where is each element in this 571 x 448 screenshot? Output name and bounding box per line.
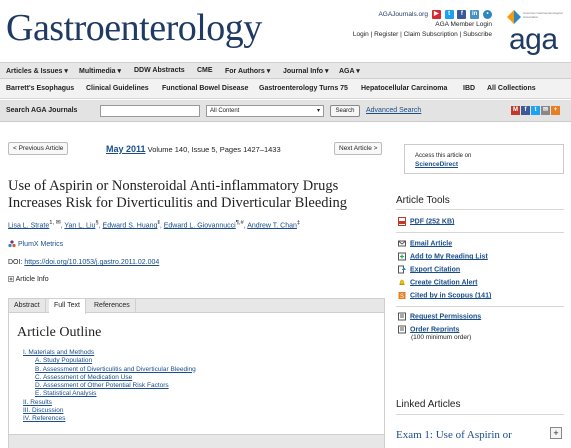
facebook-icon[interactable]: f [457,10,466,19]
member-login-link[interactable]: AGA Member Login [435,21,492,29]
email-icon [398,239,406,248]
plumx-label: PlumX Metrics [17,240,64,248]
divider [396,232,564,233]
primary-nav [0,62,571,79]
reprints-tool[interactable] [398,325,459,334]
author-link[interactable]: Yan L. Liu [64,222,96,230]
author-link[interactable]: Lisa L. Strate [8,222,50,230]
content-tabs-panel [8,298,385,448]
author-mark: ¶,# [235,220,244,226]
twitter-icon[interactable]: t [531,106,540,115]
share-tools [510,106,560,115]
add-list-icon [398,252,406,261]
permissions-tool[interactable] [398,312,481,321]
export-tool[interactable] [398,265,460,274]
linked-article-link[interactable]: Exam 1: Use of Aspirin or [396,429,512,441]
pdf-tool[interactable] [398,217,454,226]
export-icon [398,265,406,274]
nav-multimedia[interactable]: Multimedia ▾ [79,68,122,75]
add-icon[interactable]: + [551,106,560,115]
pdf-icon [398,217,406,226]
citation-alert-tool[interactable] [398,278,477,287]
aga-journals-link[interactable]: AGAJournals.org [378,11,428,19]
twitter-icon[interactable]: t [445,10,454,19]
content-bottom-bar [9,434,384,448]
search-button[interactable]: Search [330,105,360,117]
collection-functional-bowel[interactable]: Functional Bowel Disease [162,85,249,92]
author-link[interactable]: Edward S. Huang [102,222,158,230]
article-info-toggle[interactable] [8,276,49,283]
author-mark: 1, ✉ [49,220,61,226]
divider [396,414,564,415]
citation-alert-link[interactable]: Create Citation Alert [410,279,478,287]
chevron-down-icon: ▾ [316,108,320,114]
outline-link[interactable]: A. Study Population [35,357,93,365]
divider [396,306,564,307]
scopus-link[interactable]: Cited by in Scopus (141) [410,292,492,300]
tab-abstract[interactable]: Abstract [9,299,46,313]
reading-list-link[interactable]: Add to My Reading List [410,253,488,261]
scopus-tool[interactable] [398,291,491,300]
plumx-metrics[interactable] [8,240,63,248]
tab-bar [9,299,384,313]
tab-references[interactable]: References [89,299,136,313]
author-link[interactable]: Andrew T. Chan [247,222,297,230]
previous-article-button[interactable]: < Previous Article [8,142,68,155]
outline-link[interactable]: C. Assessment of Medication Use [35,373,133,381]
pdf-link[interactable]: PDF (252 KB) [410,218,455,226]
reprints-icon [398,325,406,334]
article-tools-heading: Article Tools [396,195,450,206]
author-list: Lisa L. Strate$^{1, ✉}$, Yan L. Liu§, Edward S. Huang‖, Edward L. Giovannucci¶,#, Andrew T. Chan‡ [8,220,301,230]
reading-list-tool[interactable] [398,252,488,261]
linked-articles-heading: Linked Articles [396,399,461,410]
nav-articles-issues[interactable]: Articles & Issues ▾ [6,68,68,75]
svg-text:S: S [400,294,405,300]
permissions-icon [398,312,406,321]
plumx-icon [8,240,16,248]
email-tool[interactable] [398,239,452,248]
next-article-button[interactable]: Next Article > [334,142,382,155]
issue-details: Volume 140, Issue 5, Pages 1427–1433 [145,145,281,154]
outline-link[interactable]: I. Materials and Methods [23,349,95,356]
linkedin-icon[interactable]: in [472,11,478,17]
collection-hcc[interactable]: Hepatocellular Carcinoma [361,85,448,92]
collection-barretts[interactable]: Barrett's Esophagus [6,85,75,92]
mendeley-icon[interactable]: M [513,107,518,113]
alert-bell-icon [398,278,406,287]
outline-link[interactable]: IV. References [23,415,66,423]
outline-link[interactable]: B. Assessment of Diverticulitis and Diverticular Bleeding [35,365,196,373]
nav-for-authors[interactable]: For Authors ▾ [225,68,271,75]
collection-guidelines[interactable]: Clinical Guidelines [86,85,149,92]
outline-heading: Article Outline [17,325,102,340]
issue-info [106,144,281,154]
outline-link[interactable]: D. Assessment of Other Potential Risk Factors [35,382,169,390]
reprints-note: (100 minimum order) [411,334,472,341]
doi-label: DOI: [8,259,25,266]
doi-link[interactable]: https://doi.org/10.1053/j.gastro.2011.02.004 [24,259,160,266]
search-input[interactable] [100,105,200,117]
outline-link[interactable]: E. Statistical Analysis [35,390,97,398]
permissions-link[interactable]: Request Permissions [410,313,482,321]
nav-cme[interactable]: CME [197,67,213,74]
export-citation-link[interactable]: Export Citation [410,266,461,274]
reprints-link[interactable]: Order Reprints [410,326,460,334]
email-icon[interactable]: ✉ [542,107,549,113]
aga-wordmark: aga [509,23,558,56]
author-mark: § [95,220,99,226]
tab-full-text[interactable]: Full Text [49,299,86,314]
collection-all[interactable]: All Collections [487,85,536,92]
email-link[interactable]: Email Article [410,240,453,248]
search-scope-value: All Content [210,108,240,114]
access-text: Access this article on [415,153,472,159]
facebook-icon[interactable]: f [521,106,530,115]
author-mark: ‖ [157,220,160,226]
site-header [0,0,571,62]
divider [396,209,564,210]
youtube-icon[interactable]: ▶ [432,10,441,19]
advanced-search-link[interactable]: Advanced Search [366,107,422,114]
article-title: Use of Aspirin or Nonsteroidal Anti-inflammatory Drugs Increases Risk for Diverticulitis and Diverticular Bleeding [8,178,348,211]
nav-aga[interactable]: AGA ▾ [339,68,360,75]
scopus-icon [398,291,406,300]
author-mark: ‡ [296,220,301,226]
sciencedirect-link[interactable]: ScienceDirect [415,161,458,168]
author-link[interactable]: Edward L. Giovannucci [163,222,236,230]
search-bar [0,100,571,122]
collections-nav [0,79,571,99]
outline-link[interactable]: II. Results [23,398,52,406]
article-outline [23,349,196,424]
account-links[interactable]: Login | Register | Claim Subscription | Subscribe [352,31,492,39]
nav-ddw-abstracts[interactable]: DDW Abstracts [134,67,185,74]
expand-plus-icon [8,276,14,282]
header-links [352,10,492,40]
search-scope-select[interactable] [206,105,324,117]
rss-icon[interactable]: • [483,10,492,19]
issue-month-link[interactable]: May 2011 [106,144,146,154]
aga-tagline: American Gastroenterological Association [523,11,563,19]
outline-link[interactable]: III. Discussion [23,407,64,415]
expand-linked-button[interactable]: + [550,427,562,439]
aga-mark-icon [507,10,521,24]
collection-ibd[interactable]: IBD [463,85,476,92]
nav-journal-info[interactable]: Journal Info ▾ [283,68,329,75]
article-info-label: Article Info [15,276,49,283]
sciencedirect-box [404,144,564,174]
search-label: Search AGA Journals [6,107,78,114]
collection-turns-75[interactable]: Gastroenterology Turns 75 [259,85,348,92]
journal-logo[interactable]: Gastroenterology [6,7,262,49]
aga-logo[interactable] [505,8,565,56]
doi-line [8,259,159,266]
